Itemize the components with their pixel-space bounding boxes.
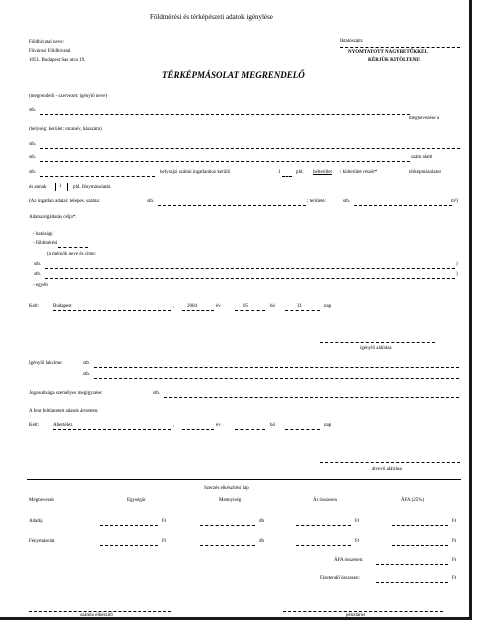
row1-vat: Ft bbox=[452, 519, 457, 524]
count-box-right bbox=[67, 183, 68, 191]
area-value: stb. bbox=[147, 199, 155, 204]
parcel-ex3: / külterület részét* bbox=[340, 170, 378, 175]
col-header-vat: ÁFA (25%) bbox=[401, 498, 425, 503]
row2-unit: Ft bbox=[162, 539, 167, 544]
row4-sep: 1 bbox=[278, 170, 281, 175]
area-field[interactable] bbox=[354, 205, 452, 206]
person-value: stb. bbox=[153, 391, 161, 396]
pricing-title: Szerzés elkészítési lap bbox=[204, 486, 249, 491]
address-caption: (helység: kerület: utcanév, házszám) bbox=[29, 127, 102, 132]
purpose-question: Adatszolgáltatás célja*: bbox=[29, 215, 77, 220]
engineer-field2[interactable] bbox=[45, 278, 455, 279]
engineer-value2: stb. bbox=[34, 272, 42, 277]
kelt2-label: Kelt: bbox=[29, 423, 39, 428]
invoice-maker-caption: számla elkészítő bbox=[80, 613, 113, 618]
receipt-val1: stb. bbox=[83, 361, 91, 366]
col-header-sum: Ár összesen bbox=[313, 498, 338, 503]
area-label: ; területe: bbox=[307, 199, 327, 204]
date-month: 05 bbox=[243, 304, 248, 309]
form-title: TÉRKÉPMÁSOLAT MEGRENDELŐ bbox=[162, 70, 305, 80]
row1-sum-field[interactable] bbox=[296, 525, 351, 526]
date-year-suffix: év bbox=[216, 304, 221, 309]
purpose-opt2-line bbox=[58, 247, 88, 248]
signature-caption-2: átvevő aláírása bbox=[372, 467, 402, 472]
engineer-close1: ) bbox=[456, 262, 458, 267]
row2-sum: Ft bbox=[355, 539, 360, 544]
row1-sum: Ft bbox=[355, 519, 360, 524]
row1-vat-field[interactable] bbox=[392, 525, 448, 526]
row3-field[interactable] bbox=[40, 161, 410, 162]
and-label: és annak bbox=[29, 185, 47, 190]
col-header-unit: Egységár bbox=[127, 498, 146, 503]
receipt-field1[interactable] bbox=[94, 367, 459, 368]
date-year: 2004 bbox=[187, 304, 197, 309]
engineer-field1[interactable] bbox=[45, 268, 455, 269]
copy-label: pld. fénymásolatát. bbox=[73, 185, 112, 190]
row3-value: stb. bbox=[29, 155, 37, 160]
date-city-field[interactable] bbox=[53, 310, 171, 311]
row2-qty: db bbox=[259, 539, 264, 544]
grand-total-label: Fizetendő összesen: bbox=[320, 576, 360, 581]
row2-label: Fénymásolat bbox=[29, 539, 55, 544]
kelt2-year-suffix: év bbox=[216, 423, 221, 428]
row4-value: stb. bbox=[29, 170, 37, 175]
designation-label: megnevezése a bbox=[409, 116, 440, 121]
row4-field[interactable] bbox=[40, 176, 155, 177]
address-value: stb. bbox=[29, 142, 37, 147]
office-address: 1051. Budapest Sas utca 19. bbox=[29, 58, 86, 63]
row2-unit-field[interactable] bbox=[100, 545, 158, 546]
registration-label: Iktatószám: bbox=[340, 39, 364, 44]
kelt2-month-suffix: hó bbox=[270, 423, 275, 428]
person-label: Jogosultsága személyes megigyzése: bbox=[29, 391, 103, 396]
copy-count: 1 bbox=[59, 184, 62, 189]
purpose-opt3[interactable]: - egyéb bbox=[33, 283, 48, 288]
cashier-line[interactable] bbox=[283, 611, 443, 612]
person-field[interactable] bbox=[164, 397, 459, 398]
signature-line-2[interactable] bbox=[320, 462, 460, 463]
kelt-label: Kelt: bbox=[29, 304, 39, 309]
grand-total-unit: Ft bbox=[452, 576, 457, 581]
kelt2-year-field[interactable] bbox=[182, 429, 214, 430]
number-label: szám alatti bbox=[411, 155, 433, 160]
kelt2-day-field[interactable] bbox=[285, 429, 320, 430]
notice-line1: NYOMTATOTT NAGYBETŰKKEL bbox=[348, 50, 428, 55]
row2-vat-field[interactable] bbox=[392, 545, 448, 546]
cashier-caption: pénztáros bbox=[346, 613, 366, 618]
engineer-close2: ) bbox=[456, 272, 458, 277]
notice-line2: KÉRJÜK KITÖLTENI! bbox=[368, 58, 420, 63]
date-month-suffix: hó bbox=[270, 304, 275, 309]
row2-sum-field[interactable] bbox=[296, 545, 351, 546]
office-note: A fent feltüntetett adatok átvettem: bbox=[29, 409, 99, 414]
row1-unit-field[interactable] bbox=[100, 525, 158, 526]
plot-number-field[interactable] bbox=[158, 205, 306, 206]
parcel-ex2: belterület bbox=[313, 170, 332, 175]
signature-caption-1: igénylő aláírása bbox=[360, 346, 392, 351]
count-box-left bbox=[55, 183, 56, 191]
row1-qty-field[interactable] bbox=[200, 525, 255, 526]
date-day-suffix: nap bbox=[324, 304, 332, 309]
registration-line[interactable] bbox=[340, 47, 460, 48]
purpose-opt1[interactable]: - hatósági bbox=[33, 232, 53, 237]
row1-label: Adatkj bbox=[29, 519, 43, 524]
row1-unit: Ft bbox=[162, 519, 167, 524]
kelt2-day-suffix: nap bbox=[324, 423, 332, 428]
requester-caption: (megrendelő - szervezet: igénylő neve) bbox=[29, 94, 108, 99]
invoice-maker-line[interactable] bbox=[29, 611, 171, 612]
area-value2: stb. bbox=[343, 199, 351, 204]
receipt-address-label: Igénylő lakcíme: bbox=[29, 361, 63, 366]
area-caption: (Az ingatlan adatai: telepes. száma: bbox=[29, 199, 100, 204]
name-field[interactable] bbox=[40, 114, 410, 115]
row1-qty: db bbox=[259, 519, 264, 524]
parcel-ex1: pld. bbox=[296, 170, 304, 175]
receipt-field2[interactable] bbox=[94, 378, 459, 379]
office-name: Fővárosi Földhivatal bbox=[29, 49, 71, 54]
pricing-divider bbox=[27, 479, 461, 480]
parcel-label: helyrajzi számú ingatlanhoz kerülő bbox=[160, 170, 231, 175]
date-month-field[interactable] bbox=[235, 310, 265, 311]
row4-sep-field[interactable] bbox=[282, 176, 292, 177]
purpose-opt2[interactable]: - földmérési bbox=[33, 241, 58, 246]
vat-total-field[interactable] bbox=[376, 564, 448, 565]
date-day: 31 bbox=[297, 304, 302, 309]
purpose-opt2-sub: (a mérnök neve és címe: bbox=[47, 252, 96, 257]
office-label: Földhivatal neve: bbox=[29, 40, 64, 45]
kelt2-city: Abertélez bbox=[53, 423, 73, 428]
area-unit: m²) bbox=[451, 199, 459, 204]
date-city: Budapest bbox=[53, 304, 72, 309]
receipt-val2: stb. bbox=[83, 372, 91, 377]
kelt2-comma: , bbox=[173, 423, 175, 428]
date-year-field[interactable] bbox=[182, 310, 214, 311]
kelt2-month-field[interactable] bbox=[235, 429, 265, 430]
form-heading: Földmérési és térképészeti adatok igénylése bbox=[150, 13, 273, 21]
signature-line-1[interactable] bbox=[320, 342, 435, 343]
date-day-field[interactable] bbox=[285, 310, 320, 311]
col-header-qty: Mennyiség bbox=[219, 498, 242, 503]
row2-vat: Ft bbox=[452, 539, 457, 544]
grand-total-field[interactable] bbox=[376, 582, 448, 583]
address-field[interactable] bbox=[40, 148, 460, 149]
vat-total-label: ÁFA összesen: bbox=[334, 558, 364, 563]
name-value: stb. bbox=[29, 108, 37, 113]
vat-total-unit: Ft bbox=[452, 558, 457, 563]
row2-qty-field[interactable] bbox=[200, 545, 255, 546]
col-header-name: Megnevezés bbox=[29, 498, 54, 503]
map-label: térképmásolatot bbox=[409, 170, 441, 175]
kelt2-city-field[interactable] bbox=[53, 429, 171, 430]
date-comma: , bbox=[173, 304, 175, 309]
engineer-value1: stb. bbox=[34, 262, 42, 267]
